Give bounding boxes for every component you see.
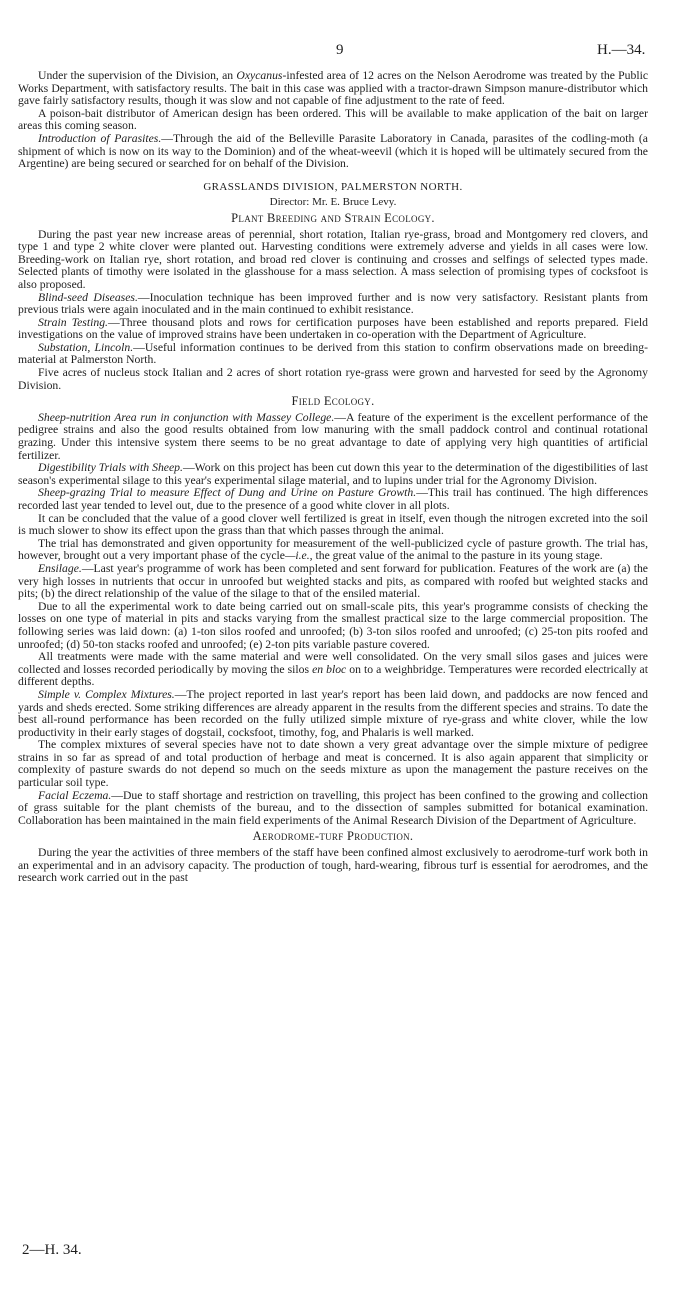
paragraph-simple-complex: Simple v. Complex Mixtures.—The project reported in last year's report has been laid down, and paddocks are now fenced and yards and sheds erected. Some striking differences are already apparent in the results from the different species and strains. To date the best all-round performance has been recorded on the fully utilized simple mixture of rye-grass and white clover, while the low productivity in their early stages of dogstail, cocksfoot, timothy, fog, and Phalaris is well marked. xyxy=(18,687,648,739)
paragraph-complex-mixtures: The complex mixtures of several species have not to date shown a very great advantage over the simple mixture of pedigree strains in so far as spread of and total production of herbage and meat is concerned. It is also again apparent that simplicity or complexity of pasture swards do not depend so much on the seeds mixture as upon the management the pasture receives on the particular soil type. xyxy=(18,738,648,790)
paragraph-strain-testing: Strain Testing.—Three thousand plots and rows for certification purposes have been established and reports prepared. Field investigations on the value of improved strains have been undertaken in co-operation with the Department of Agriculture. xyxy=(18,315,648,342)
paragraph-nucleus-stock: Five acres of nucleus stock Italian and 2 acres of short rotation rye-grass were grown and harvested for seed by the Agronomy Division. xyxy=(18,366,648,392)
paragraph-sheep-nutrition: Sheep-nutrition Area run in conjunction with Massey College.—A feature of the experiment is the excellent performance of the pedigree strains and also the good results obtained from low manuring with the small paddock control and continual rotational grazing. Under this intensive system there seems to be no great advantage to date of applying very high quantities of artificial fertilizer. xyxy=(18,410,648,462)
paragraph-blind-seed: Blind-seed Diseases.—Inoculation technique has been improved further and is now very satisfactory. Resistant plants from previous trials were again inoculated and in the main continued to exhibit resistance. xyxy=(18,290,648,317)
paragraph-substation: Substation, Lincoln.—Useful information continues to be derived from this station to confirm observations made on breeding-material at Palmerston North. xyxy=(18,340,648,367)
director-line: Director: Mr. E. Bruce Levy. xyxy=(269,196,397,209)
subheading-plant-breeding: Plant Breeding and Strain Ecology. xyxy=(231,210,435,225)
paragraph-breeding: During the past year new increase areas of perennial, short rotation, Italian rye-grass, broad and Montgomery red clovers, and type 1 and type 2 white clover were planted out. Harvesting conditions were extremely adverse and yields in all cases were low. Breeding-work on Italian rye, short rotation, and broad red clover is continuing and crosses and selfings of selected types made. Selected plants of timothy were isolated in the glasshouse for a mass selection. A mass selection of promising types of cocksfoot is also proposed. xyxy=(18,227,648,291)
page-number: 9 xyxy=(336,42,344,58)
paragraph-ensilage: Ensilage.—Last year's programme of work has been completed and sent forward for publication. Features of the work are (a) the very high losses in nutrients that occur in unroofed but weighted stacks and pits, as compared with roofed but weighted stacks and pits; (b) the direct relationship of the value of the silage to that of the ensiled material. xyxy=(18,561,648,601)
document-reference: H.—34. xyxy=(597,42,646,58)
paragraph-clover-conclusion: It can be concluded that the value of a good clover well fertilized is great in itself, even though the nitrogen excreted into the soil is much slower to show its effect upon the grass than that which passes through the animal. xyxy=(18,511,648,538)
page-footer-signature: 2—H. 34. xyxy=(22,1242,82,1258)
paragraph-silo-programme: Due to all the experimental work to date being carried out on small-scale pits, this year's programme consists of checking the losses on one type of material in pits and stacks varying from the smallest practical size to the large commercial proposition. The following series was laid down: (a) 1-ton silos roofed and unroofed; (b) 3-ton silos roofed and unroofed; (c) 25-ton pits roofed and unroofed; (d) 50-ton stacks roofed and unroofed; (e) 2-ton pits variable pasture covered. xyxy=(18,599,648,651)
paragraph-oxycanus: Under the supervision of the Division, an Oxycanus-infested area of 12 acres on the Nelson Aerodrome was treated by the Public Works Department, with satisfactory results. The bait in this case was applied with a tractor-drawn Simpson manure-distributor which gave fairly satisfactory results, though it was slow and not capable of fine adjustment to the rate of feed. xyxy=(18,69,649,108)
paragraph-facial-eczema: Facial Eczema.—Due to staff shortage and restriction on travelling, this project has been confined to the growing and collection of grass suitable for the plant chemists of the bureau, and to the dissection of samples submitted for botanical examination. Collaboration has been maintained in the main field experiments of the Animal Research Division of the Department of Agriculture. xyxy=(18,788,648,827)
page-header xyxy=(0,44,700,60)
paragraph-parasites: Introduction of Parasites.—Through the aid of the Belleville Parasite Laboratory in Canada, parasites of the codling-moth (a shipment of which is now on its way to the Dominion) and of the wheat-weevil (which it is hoped will be ultimately secured from the Argentine) are being secured or searched for on behalf of the Division. xyxy=(18,131,648,171)
paragraph-aerodrome-turf: During the year the activities of three members of the staff have been confined almost exclusively to aerodrome-turf work both in an experimental and in an advisory capacity. The production of tough, hard-wearing, fibrous turf is essential for aerodromes, and the research work carried out in the past xyxy=(18,846,648,885)
paragraph-digestibility: Digestibility Trials with Sheep.—Work on this project has been cut down this year to the determination of the digestibilities of last season's experimental silage to this year's experimental silage material, and to lupins under trial for the Agronomy Division. xyxy=(18,461,648,487)
subheading-field-ecology: Field Ecology. xyxy=(291,394,375,409)
subheading-aerodrome-turf: Aerodrome-turf Production. xyxy=(252,829,414,844)
paragraph-pasture-cycle: The trial has demonstrated and given opportunity for measurement of the well-publicized cycle of pasture growth. The trial has, however, brought out a very important phase of the cycle—i.e., the great value of the animal to the pasture in its young stage. xyxy=(18,536,648,563)
paragraph-sheep-grazing: Sheep-grazing Trial to measure Effect of Dung and Urine on Pasture Growth.—This trail has continued. The high differences recorded last year tended to level out, due to the presence of a good white clover in all plots. xyxy=(18,486,649,512)
page-body xyxy=(18,70,648,885)
paragraph-poison-bait: A poison-bait distributor of American design has been ordered. This will be available to make application of the bait on larger areas this coming season. xyxy=(18,106,648,133)
paragraph-treatments: All treatments were made with the same material and were well consolidated. On the very small silos gases and juices were collected and losses recorded periodically by moving the silos en bloc on to a weighbridge. Temperatures were recorded electrically at different depths. xyxy=(18,650,648,689)
section-heading-grasslands: GRASSLANDS DIVISION, PALMERSTON NORTH. xyxy=(203,180,463,193)
